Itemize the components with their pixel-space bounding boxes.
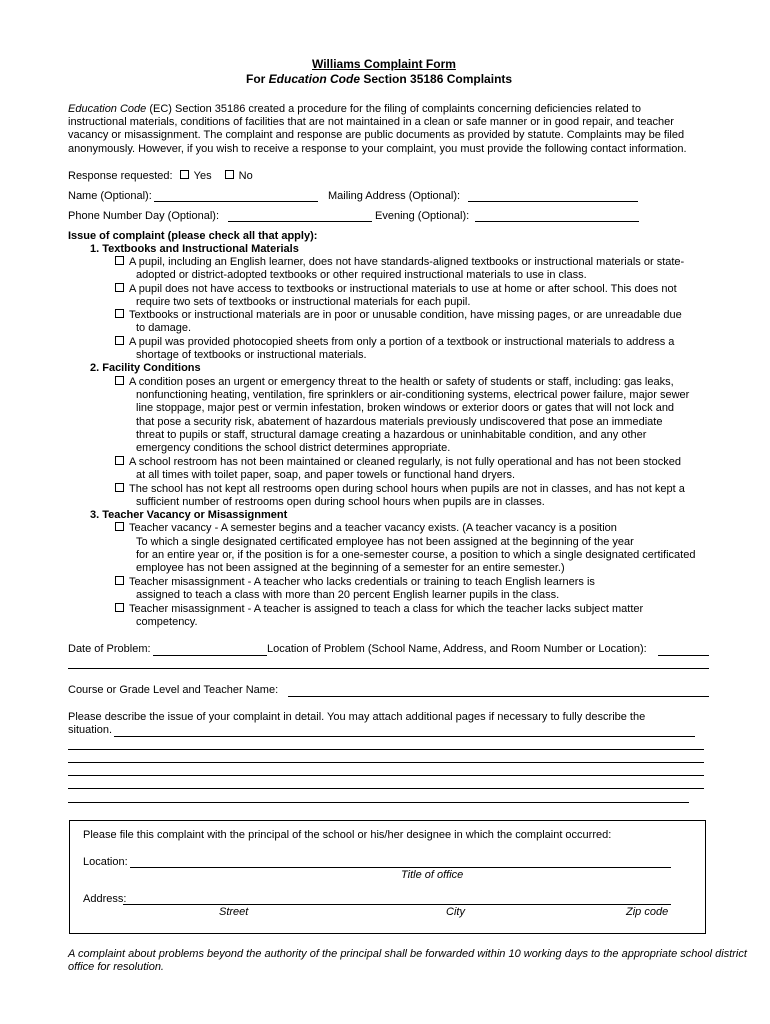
section-3-heading: 3. Teacher Vacancy or Misassignment (90, 509, 288, 521)
response-requested: Response requested: Yes No (68, 170, 253, 182)
item-1a-cont: adopted or district-adopted textbooks or other required instructional materials to use in class. (136, 269, 587, 281)
zip-caption: Zip code (626, 906, 669, 918)
item-2c-checkbox[interactable] (115, 483, 124, 492)
item-3b-checkbox[interactable] (115, 576, 124, 585)
location-problem-label: Location of Problem (School Name, Address, and Room Number or Location): (267, 643, 647, 655)
section-2-heading: 2. Facility Conditions (90, 362, 201, 374)
intro-line-1: Education Code (EC) Section 35186 created a procedure for the filing of complaints concerning deficiencies related to (68, 103, 641, 115)
name-label: Name (Optional): (68, 190, 152, 202)
evening-field[interactable] (475, 221, 639, 222)
name-field[interactable] (154, 201, 318, 202)
footer-line-2: office for resolution. (68, 961, 164, 973)
intro-line-2: instructional materials, conditions of facilities that are not maintained in a clean or safe manner or in good repair, and teacher (68, 116, 674, 128)
item-2c-cont: sufficient number of restrooms open during school hours when pupils are in classes. (136, 496, 545, 508)
item-3c: Teacher misassignment - A teacher is assigned to teach a class for which the teacher lacks subject matter (115, 603, 643, 616)
describe-field-4[interactable] (68, 775, 704, 776)
describe-line-2: situation. (68, 724, 113, 736)
item-2b-cont: at all times with toilet paper, soap, and paper towels or functional hand dryers. (136, 469, 516, 481)
filing-instruction: Please file this complaint with the principal of the school or his/her designee in which the complaint occurred: (83, 829, 612, 841)
item-1c: Textbooks or instructional materials are in poor or unusable condition, have missing pages, or are unreadable due (115, 309, 682, 322)
item-2c: The school has not kept all restrooms open during school hours when pupils are not in classes, and has not kept a (115, 483, 685, 496)
item-1b-checkbox[interactable] (115, 283, 124, 292)
city-caption: City (446, 906, 465, 918)
item-1a: A pupil, including an English learner, does not have standards-aligned textbooks or instructional materials or state- (115, 256, 684, 269)
item-3a-cont-3: employee has not been assigned at the beginning of a semester for an entire semester.) (136, 562, 565, 574)
section-1-heading: 1. Textbooks and Instructional Materials (90, 243, 299, 255)
filing-location-label: Location: (83, 856, 128, 868)
street-caption: Street (219, 906, 249, 918)
phone-day-label: Phone Number Day (Optional): (68, 210, 220, 222)
item-1d-cont: shortage of textbooks or instructional materials. (136, 349, 367, 361)
date-field[interactable] (153, 655, 267, 656)
item-1c-cont: to damage. (136, 322, 192, 334)
item-2a-cont-4: threat to pupils or staff, structural damage creating a hazardous or uninhabitable condition, and any other (136, 429, 647, 441)
mailing-label: Mailing Address (Optional): (328, 190, 461, 202)
evening-label: Evening (Optional): (375, 210, 470, 222)
describe-field-2[interactable] (68, 749, 704, 750)
item-3c-checkbox[interactable] (115, 603, 124, 612)
item-2a-cont-5: emergency conditions the school district determines appropriate. (136, 442, 451, 454)
item-2b-checkbox[interactable] (115, 456, 124, 465)
course-label: Course or Grade Level and Teacher Name: (68, 684, 279, 696)
item-2a-cont-3: that pose a security risk, abatement of hazardous materials previously undiscovered that pose an immediate (136, 416, 663, 428)
date-label: Date of Problem: (68, 643, 151, 655)
describe-field-3[interactable] (68, 762, 704, 763)
filing-address-field[interactable] (123, 904, 671, 905)
item-1d-checkbox[interactable] (115, 336, 124, 345)
issue-heading: Issue of complaint (please check all that apply): (68, 230, 318, 242)
item-2a: A condition poses an urgent or emergency threat to the health or safety of students or staff, including: gas leaks, (115, 376, 674, 389)
course-field[interactable] (288, 696, 709, 697)
item-1c-checkbox[interactable] (115, 309, 124, 318)
yes-checkbox[interactable] (180, 170, 189, 179)
filing-location-field[interactable] (130, 867, 671, 868)
item-3a: Teacher vacancy - A semester begins and a teacher vacancy exists. (A teacher vacancy is a position (115, 522, 617, 535)
form-title: Williams Complaint Form (312, 57, 456, 71)
describe-field-6[interactable] (68, 802, 689, 803)
item-3b: Teacher misassignment - A teacher who lacks credentials or training to teach English learners is (115, 576, 595, 589)
phone-day-field[interactable] (228, 221, 372, 222)
intro-line-3: vacancy or misassignment. The complaint and response are public documents as provided by statute. Complaints may be filed (68, 129, 685, 141)
describe-field-5[interactable] (68, 788, 704, 789)
item-3c-cont: competency. (136, 616, 198, 628)
describe-line-1: Please describe the issue of your complaint in detail. You may attach additional pages if necessary to fully describe the (68, 711, 646, 723)
describe-field-1[interactable] (114, 736, 695, 737)
item-2a-checkbox[interactable] (115, 376, 124, 385)
mailing-address-field[interactable] (468, 201, 638, 202)
no-checkbox[interactable] (225, 170, 234, 179)
location-problem-field[interactable] (658, 655, 709, 656)
filing-address-label: Address: (83, 893, 127, 905)
title-of-office-caption: Title of office (401, 869, 464, 881)
form-subtitle: For Education Code Section 35186 Complaints (246, 72, 513, 86)
item-3a-cont-1: To which a single designated certificated employee has not been assigned at the beginning of the year (136, 536, 634, 548)
item-3a-cont-2: for an entire year or, if the position is for a one-semester course, a position to which a single designated certificated (136, 549, 696, 561)
item-1d: A pupil was provided photocopied sheets from only a portion of a textbook or instructional materials to address a (115, 336, 674, 349)
item-1b-cont: require two sets of textbooks or instructional materials for each pupil. (136, 296, 471, 308)
item-3b-cont: assigned to teach a class with more than 20 percent English learner pupils in the class. (136, 589, 560, 601)
footer-line-1: A complaint about problems beyond the authority of the principal shall be forwarded within 10 working days to the appropriate school district (68, 948, 747, 960)
item-1a-checkbox[interactable] (115, 256, 124, 265)
item-2a-cont-2: line stoppage, major pest or vermin infestation, broken windows or exterior doors or gates that will not lock and (136, 402, 675, 414)
item-2a-cont-1: nonfunctioning heating, ventilation, fire sprinklers or air-conditioning systems, electrical power failure, major sewer (136, 389, 690, 401)
location-problem-field-2[interactable] (68, 668, 709, 669)
item-1b: A pupil does not have access to textbooks or instructional materials to use at home or after school. This does not (115, 283, 677, 296)
item-2b: A school restroom has not been maintained or cleaned regularly, is not fully operational and has not been stocked (115, 456, 681, 469)
item-3a-checkbox[interactable] (115, 522, 124, 531)
intro-line-4: anonymously. However, if you wish to receive a response to your complaint, you must provide the following contact information. (68, 143, 687, 155)
